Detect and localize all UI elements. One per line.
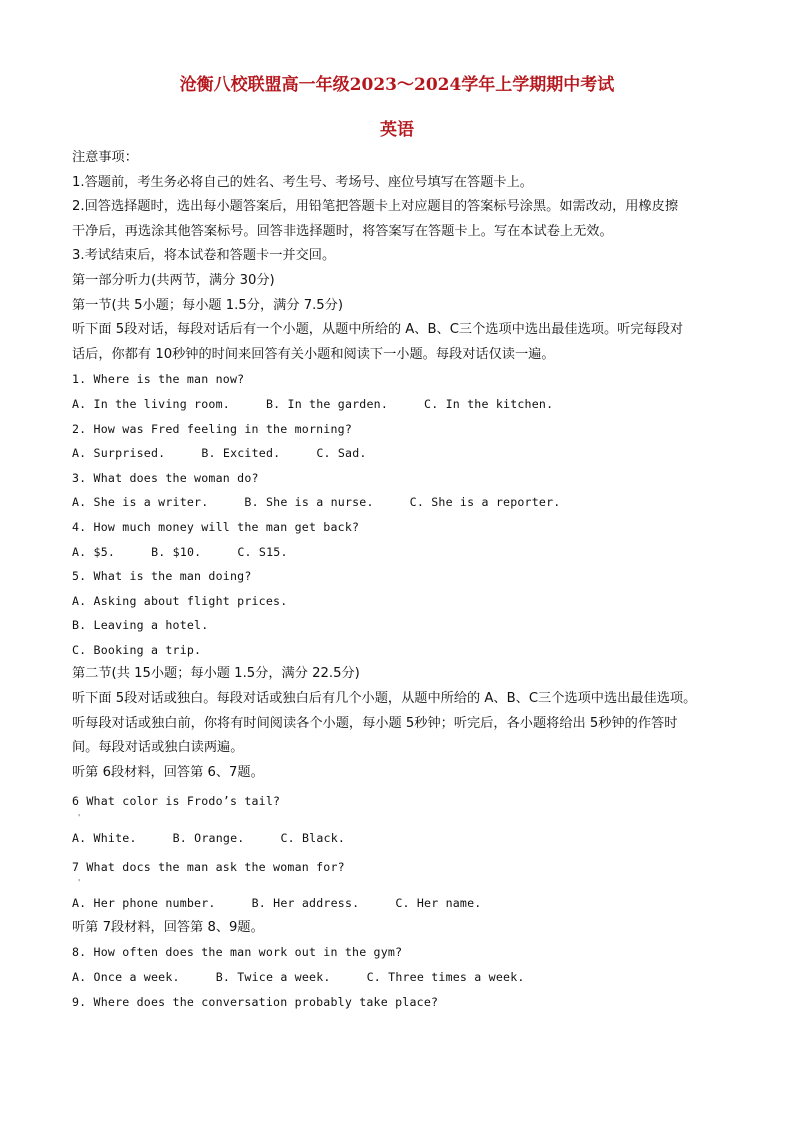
question-stem: 6 What color is Frodo’s tail? — [72, 794, 281, 809]
question-stem: 2. How was Fred feeling in the morning? — [72, 421, 353, 436]
passage-heading: 听第 7段材料，回答第 8、9题。 — [72, 919, 264, 935]
option-b: B. Excited. — [201, 446, 281, 461]
option-a: A. $5. — [72, 544, 116, 559]
option-c: C. Booking a trip. — [72, 642, 202, 657]
option-a: A. Her phone number. — [72, 896, 216, 911]
stray-mark: ' — [78, 813, 81, 823]
exam-title: 沧衡八校联盟高一年级2023～2024学年上学期期中考试 — [179, 75, 615, 95]
section2-instruction: 听每段对话或独白前，你将有时间阅读各个小题，每小题 5秒钟；听完后，各小题将给出 5秒钟的作答时 — [72, 715, 678, 731]
section2-heading: 第二节(共 15小题；每小题 1.5分，满分 22.5分) — [72, 666, 360, 682]
question-stem: 5. What is the man doing? — [72, 569, 252, 584]
option-a: A. Asking about flight prices. — [72, 593, 288, 608]
section2-instruction: 间。每段对话或独白读两遍。 — [72, 740, 244, 756]
option-b: B. Twice a week. — [215, 970, 331, 984]
question-stem: 8. How often does the man work out in the gym? — [72, 945, 403, 960]
option-b: B. She is a nurse. — [244, 495, 374, 510]
note-line: 3.考试结束后，将本试卷和答题卡一并交回。 — [72, 248, 336, 264]
question-stem: 7 What docs the man ask the woman for? — [72, 859, 345, 874]
option-a: A. Surprised. — [72, 446, 166, 461]
option-c: C. Black. — [280, 831, 346, 846]
section1-instruction: 话后，你都有 10秒钟的时间来回答有关小题和阅读下一小题。每段对话仅读一遍。 — [72, 346, 555, 362]
note-line: 2.回答选择题时，选出每小题答案后，用铅笔把答题卡上对应题目的答案标号涂黑。如需改动，用橡皮擦 — [72, 199, 679, 215]
option-b: B. Leaving a hotel. — [72, 618, 209, 633]
section2-instruction: 听下面 5段对话或独白。每段对话或独白后有几个小题，从题中所给的 A、B、C三个选项中选出最佳选项。 — [72, 691, 697, 707]
option-c: C. Sad. — [316, 446, 367, 461]
question-stem: 1. Where is the man now? — [72, 372, 245, 387]
note-line: 干净后，再选涂其他答案标号。回答非选择题时，将答案写在答题卡上。写在本试卷上无效。 — [72, 223, 613, 239]
note-line: 1.答题前，考生务必将自己的姓名、考生号、考场号、座位号填写在答题卡上。 — [72, 174, 533, 190]
stray-mark: ' — [78, 878, 81, 888]
option-b: B. In the garden. — [265, 396, 389, 411]
option-c: C. She is a reporter. — [409, 495, 561, 510]
option-c: C. In the kitchen. — [424, 396, 554, 411]
question-options — [72, 891, 732, 916]
question-options — [72, 441, 732, 466]
option-a: A. She is a writer. — [72, 495, 209, 510]
notes-heading: 注意事项： — [72, 150, 138, 165]
question-options — [72, 392, 732, 417]
question-stem: 3. What does the woman do? — [72, 470, 259, 485]
part1-heading: 第一部分听力(共两节，满分 30分) — [72, 272, 275, 288]
option-c: C. Three times a week. — [366, 970, 525, 984]
question-stem: 9. Where does the conversation probably take place? — [72, 994, 439, 1009]
option-a: A. White. — [72, 831, 137, 846]
question-options — [72, 826, 732, 851]
option-a: A. In the living room. — [72, 396, 230, 411]
exam-body — [72, 146, 732, 1014]
section1-heading: 第一节(共 5小题；每小题 1.5分，满分 7.5分) — [72, 297, 344, 313]
passage-heading: 听第 6段材料，回答第 6、7题。 — [72, 764, 264, 780]
option-c: C. S15. — [237, 544, 288, 559]
question-options — [72, 540, 732, 565]
option-a: A. Once a week. — [72, 970, 180, 984]
option-b: B. Her address. — [251, 896, 360, 911]
option-c: C. Her name. — [395, 896, 482, 911]
question-options — [72, 965, 732, 990]
option-b: B. Orange. — [172, 831, 245, 846]
section1-instruction: 听下面 5段对话，每段对话后有一个小题，从题中所给的 A、B、C三个选项中选出最佳选项。听完每段对 — [72, 322, 684, 338]
option-b: B. $10. — [151, 544, 202, 559]
exam-subject: 英语 — [380, 120, 414, 140]
question-options — [72, 490, 732, 515]
question-stem: 4. How much money will the man get back? — [72, 519, 360, 534]
